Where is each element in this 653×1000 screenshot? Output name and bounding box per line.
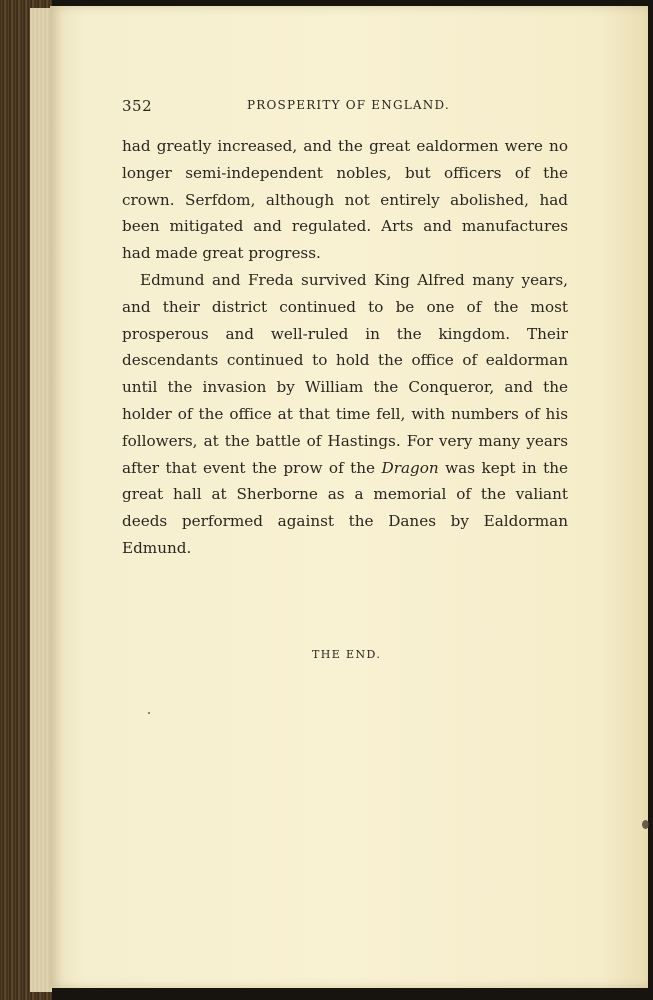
paragraph-1: had greatly increased, and the great ealdormen were no longer semi-independent nobles, but officers of the crown. Serfdom, although not entirely abolished, had been mitigated and regulated. Arts and manufactures had made great progress. xyxy=(122,137,568,263)
paragraph-2-text-after: was kept in the great hall at Sherborne as a memorial of the valiant deeds performed against the Danes by Ealdorman Edmund. xyxy=(122,458,568,557)
running-head: PROSPERITY OF ENGLAND. xyxy=(247,98,450,112)
page-number: 352 xyxy=(122,97,153,115)
body-text xyxy=(122,133,568,562)
paragraph-2 xyxy=(122,267,568,562)
paragraph-2-text-before: Edmund and Freda survived King Alfred many years, and their district continued to be one of the most prosperous and well-ruled in the kingdom. Their descendants continued to hold the office of ealdorman until the invasion by William the Conqueror, and the holder of the office at that time fell, with numbers of his followers, at the battle of Hastings. For very many years after that event the prow of the xyxy=(122,270,568,477)
page-edges xyxy=(0,0,52,1000)
paper-speck xyxy=(148,712,150,714)
page-header xyxy=(122,97,568,117)
ship-name-italic: Dragon xyxy=(381,458,439,477)
ink-smudge xyxy=(642,820,649,829)
the-end: THE END. xyxy=(312,648,382,661)
